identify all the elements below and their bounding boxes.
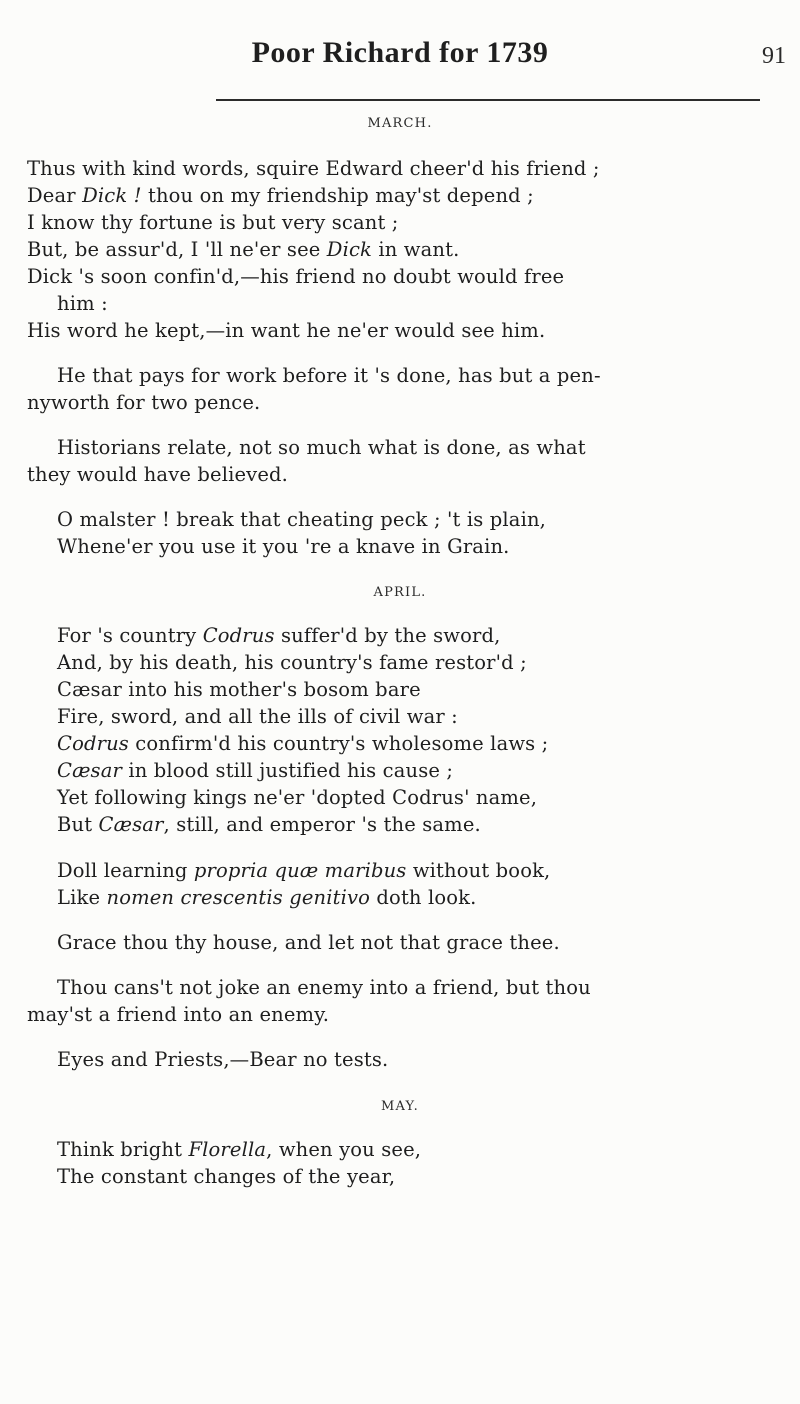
april-saying: Grace thou thy house, and let not that grace thee.	[57, 931, 560, 954]
header-rule	[216, 99, 760, 101]
running-head	[0, 36, 800, 82]
april-saying: Doll learning propria quæ maribus without book,	[57, 859, 551, 882]
march-saying: O malster ! break that cheating peck ; 't is plain,	[57, 508, 547, 531]
april-poem-line: And, by his death, his country's fame restor'd ;	[57, 651, 527, 674]
march-saying: they would have believed.	[27, 463, 289, 486]
april-poem-line: Yet following kings ne'er 'dopted Codrus' name,	[57, 786, 538, 809]
may-heading: MAY.	[380, 1099, 419, 1114]
running-title: Poor Richard for 1739	[251, 36, 549, 69]
april-saying: Like nomen crescentis genitivo doth look.	[57, 886, 477, 909]
march-poem-line: I know thy fortune is but very scant ;	[27, 211, 399, 234]
april-saying: Thou cans't not joke an enemy into a friend, but thou	[57, 976, 591, 999]
april-poem-line: Cæsar into his mother's bosom bare	[57, 678, 421, 701]
march-saying: Whene'er you use it you 're a knave in Grain.	[57, 535, 510, 558]
march-poem-line: him :	[57, 292, 108, 315]
april-saying: Eyes and Priests,—Bear no tests.	[57, 1048, 389, 1071]
page-number: 91	[762, 43, 786, 69]
april-poem-line: Cæsar in blood still justified his cause ;	[57, 759, 454, 782]
march-saying: He that pays for work before it 's done, has but a pen-	[57, 364, 601, 387]
may-poem-line: Think bright Florella, when you see,	[57, 1138, 422, 1161]
march-poem-line: But, be assur'd, I 'll ne'er see Dick in want.	[27, 238, 460, 261]
april-saying: may'st a friend into an enemy.	[27, 1003, 330, 1026]
march-poem-line: Dear Dick ! thou on my friendship may'st depend ;	[27, 184, 534, 207]
april-poem-line: Fire, sword, and all the ills of civil war :	[57, 705, 458, 728]
may-poem-line: The constant changes of the year,	[57, 1165, 396, 1188]
april-poem-line: For 's country Codrus suffer'd by the sword,	[57, 624, 501, 647]
march-poem-line: Dick 's soon confin'd,—his friend no doubt would free	[27, 265, 565, 288]
april-heading: APRIL.	[373, 585, 427, 600]
march-saying: nyworth for two pence.	[27, 391, 261, 414]
march-heading: MARCH.	[367, 116, 433, 131]
april-poem-line: Codrus confirm'd his country's wholesome laws ;	[57, 732, 549, 755]
march-poem-line: Thus with kind words, squire Edward cheer'd his friend ;	[27, 157, 600, 180]
march-poem-line: His word he kept,—in want he ne'er would see him.	[27, 319, 546, 342]
march-saying: Historians relate, not so much what is done, as what	[57, 436, 586, 459]
april-poem-line: But Cæsar, still, and emperor 's the same.	[57, 813, 481, 836]
